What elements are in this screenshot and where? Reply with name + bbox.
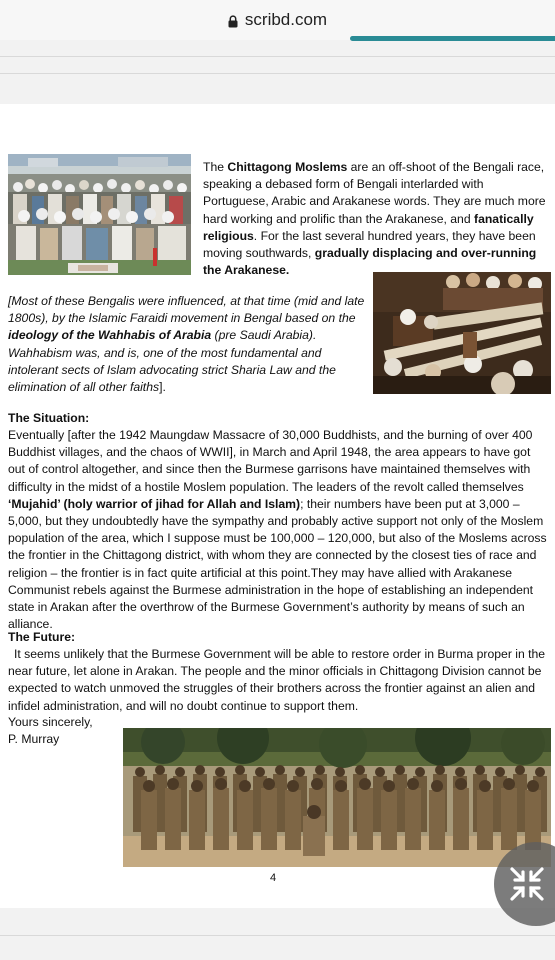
collapse-arrows-icon — [508, 865, 546, 903]
document-page — [0, 104, 555, 908]
photo-crowd-prayer — [8, 154, 191, 275]
situation-heading: The Situation: — [8, 411, 90, 425]
page-load-progress — [350, 36, 555, 41]
closing-line: Yours sincerely, — [8, 715, 93, 729]
page-number: 4 — [270, 872, 277, 884]
note-paragraph: [Most of these Bengalis were influenced, at that time (mid and late 1800s), by the Islamic Faraidi movement in Bengal based on the ideology of the Wahhabis of Arabia (pre Saudi Arabia). Wahhabism was, and is, one of the most fundamental and intolerant sects of Islam advocating strict Sharia Law and the elimination of all other faiths]. — [8, 294, 365, 395]
photo-soldiers-formation — [123, 728, 551, 867]
toolbar-divider-2 — [0, 73, 555, 74]
future-heading: The Future: — [8, 630, 76, 644]
page-bottom-divider — [0, 935, 555, 936]
intro-paragraph: The Chittagong Moslems are an off-shoot of the Bengali race, speaking a debased form of Bengali interlarded with Portuguese, Arabic and Arakanese words. They are much more hard working and prolific than the Arakanese, and fanatically religious. For the last several hundred years, they have been moving southwards, gradually displacing and over-running the Arakanese. — [203, 160, 546, 278]
toolbar-divider — [0, 56, 555, 57]
address-bar[interactable] — [0, 0, 555, 40]
photo-madrasa-students — [373, 272, 551, 394]
signature-name: P. Murray — [8, 732, 60, 746]
future-paragraph: It seems unlikely that the Burmese Government will be able to restore order in Burma proper in the near future, let alone in Arakan. The people and the minor officials in Chittagong Division cannot be expected to watch unmoved the struggles of their brothers across the frontier against an alien and infidel administration, and will no doubt continue to support them. — [8, 647, 546, 713]
situation-paragraph: Eventually [after the 1942 Maungdaw Massacre of 30,000 Buddhists, and the burning of over 400 Buddhist villages, and the chaos of WWII], in March and April 1948, the area appears to have got out of control altogether, and since then the Burmese garrisons have maintained themselves with difficulty in the midst of a hostile Moslem population. The leaders of the revolt called themselves ‘Mujahid’ (holy warrior of jihad for Allah and Islam); their numbers have been put at 3,000 – 5,000, but they undoubtedly have the sympathy and probably active support not only of the Moslem population of the area, which I suppose must be 100,000 – 120,000, but also of the Moslems across the frontier in the Chittagong district, with whom they are connected by the closest ties of race and religion – the frontier is in fact quite artificial at this point.They may have allied with Arakanese Communist rebels against the Burmese administration in the hope of establishing an independent state in Arakan after the overthrow of the Burmese Government’s authority by means of such an alliance. — [8, 428, 547, 632]
url-domain: scribd.com — [244, 10, 328, 29]
lock-icon — [228, 15, 238, 28]
